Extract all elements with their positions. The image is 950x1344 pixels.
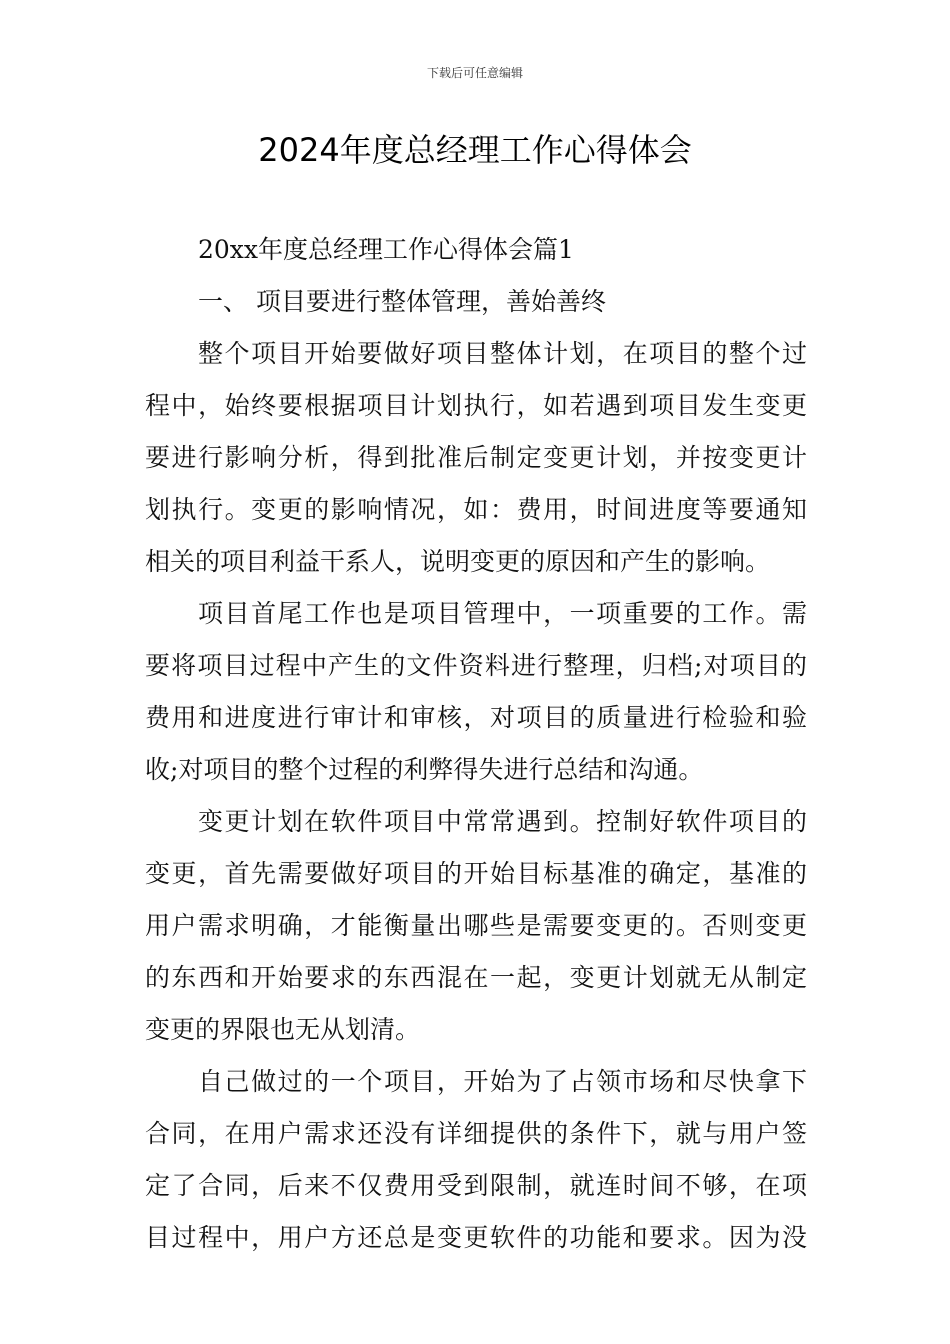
- paragraph-1-line-4: 划执行。变更的影响情况，如：费用，时间进度等要通知: [145, 495, 807, 524]
- document-body: [145, 224, 807, 1264]
- paragraph-2-line-1: 项目首尾工作也是项目管理中，一项重要的工作。需: [198, 599, 807, 628]
- paragraph-3-line-3: 用户需求明确，才能衡量出哪些是需要变更的。否则变更: [145, 911, 807, 940]
- paragraph-2-line-2: 要将项目过程中产生的文件资料进行整理，归档;对项目的: [145, 651, 807, 680]
- paragraph-1-line-2: 程中，始终要根据项目计划执行，如若遇到项目发生变更: [145, 391, 807, 420]
- paragraph-4-line-4: 目过程中，用户方还总是变更软件的功能和要求。因为没: [145, 1223, 807, 1252]
- article-subtitle: 20xx年度总经理工作心得体会篇1: [198, 235, 574, 264]
- paragraph-3-line-2: 变更，首先需要做好项目的开始目标基准的确定，基准的: [145, 859, 807, 888]
- paragraph-2-line-3: 费用和进度进行审计和审核，对项目的质量进行检验和验: [145, 703, 807, 732]
- paragraph-4-line-2: 合同，在用户需求还没有详细提供的条件下，就与用户签: [145, 1119, 807, 1148]
- paragraph-2-line-4: 收;对项目的整个过程的利弊得失进行总结和沟通。: [145, 755, 704, 784]
- paragraph-4-line-3: 定了合同，后来不仅费用受到限制，就连时间不够，在项: [145, 1171, 807, 1200]
- header-note: 下载后可任意编辑: [426, 66, 523, 80]
- paragraph-1-line-3: 要进行影响分析，得到批准后制定变更计划，并按变更计: [145, 443, 807, 472]
- paragraph-3-line-1: 变更计划在软件项目中常常遇到。控制好软件项目的: [198, 807, 807, 836]
- section-heading: 一、 项目要进行整体管理，善始善终: [198, 287, 606, 316]
- paragraph-1-line-1: 整个项目开始要做好项目整体计划，在项目的整个过: [198, 339, 807, 368]
- paragraph-3-line-5: 变更的界限也无从划清。: [145, 1015, 421, 1044]
- paragraph-3-line-4: 的东西和开始要求的东西混在一起，变更计划就无从制定: [145, 963, 807, 992]
- document-title: 2024年度总经理工作心得体会: [258, 131, 692, 169]
- paragraph-1-line-5: 相关的项目利益干系人，说明变更的原因和产生的影响。: [145, 547, 771, 576]
- paragraph-4-line-1: 自己做过的一个项目，开始为了占领市场和尽快拿下: [198, 1067, 807, 1096]
